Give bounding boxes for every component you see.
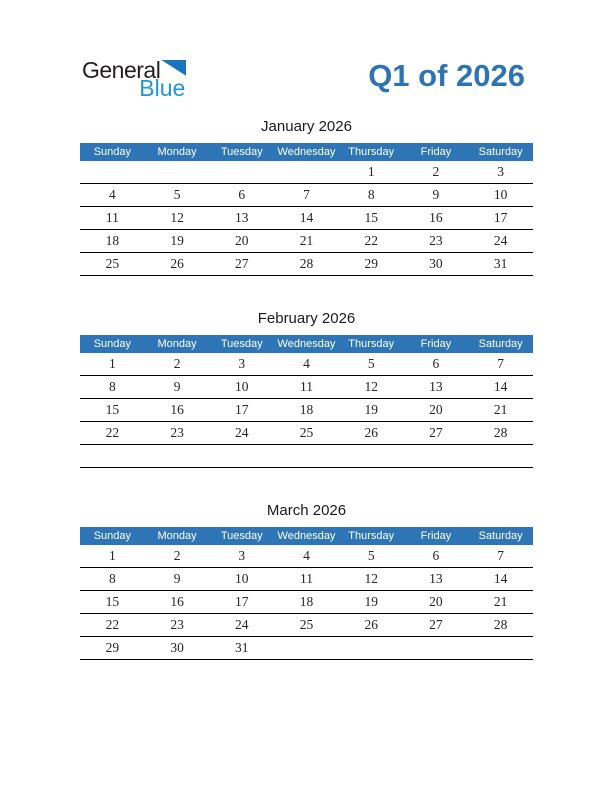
date-cell: 8	[108, 379, 116, 394]
date-cell-empty	[274, 637, 339, 659]
weekday-header-wednesday: Wednesday	[277, 338, 336, 350]
week-row	[80, 591, 533, 614]
date-cell: 23	[429, 233, 443, 248]
date-cell: 30	[429, 256, 443, 271]
weekday-header-row	[80, 527, 533, 545]
date-cell: 1	[108, 356, 116, 371]
date-cell-empty	[468, 637, 533, 659]
month-calendar	[80, 502, 533, 660]
weekday-header-row	[80, 143, 533, 161]
date-cell: 13	[235, 210, 249, 225]
week-row	[80, 353, 533, 376]
weekday-header-friday: Friday	[420, 530, 452, 542]
weekday-header-wednesday: Wednesday	[277, 530, 336, 542]
date-cell: 3	[497, 164, 505, 179]
date-cell: 2	[173, 356, 181, 371]
weekday-header-thursday: Thursday	[348, 338, 395, 350]
date-cell-empty	[145, 445, 210, 467]
date-cell: 4	[303, 356, 310, 371]
weekday-header-thursday: Thursday	[348, 146, 395, 158]
weekday-header-sunday: Sunday	[93, 146, 131, 158]
date-cell: 2	[173, 548, 181, 563]
date-cell: 20	[429, 402, 443, 417]
date-cell: 20	[235, 233, 249, 248]
week-rows	[80, 545, 533, 660]
month-title: January 2026	[261, 118, 352, 135]
logo-text-blue: Blue	[139, 75, 186, 101]
date-cell: 21	[493, 594, 508, 609]
date-cell: 9	[173, 571, 181, 586]
date-cell: 6	[432, 548, 440, 563]
date-cell: 24	[235, 617, 249, 632]
date-cell-empty	[209, 161, 274, 183]
date-cell: 15	[364, 210, 378, 225]
date-cell: 31	[235, 640, 249, 655]
weekday-header-monday: Monday	[157, 530, 197, 542]
week-row	[80, 637, 533, 660]
logo-triangle-icon	[161, 60, 186, 76]
date-cell: 22	[105, 617, 120, 632]
week-rows	[80, 353, 533, 468]
weekday-header-row	[80, 335, 533, 353]
date-cell: 19	[364, 594, 378, 609]
month-title: March 2026	[266, 502, 347, 519]
date-cell: 16	[170, 402, 184, 417]
date-cell: 14	[493, 571, 508, 586]
date-cell: 6	[238, 187, 246, 202]
weekday-header-monday: Monday	[157, 338, 197, 350]
date-cell: 16	[170, 594, 184, 609]
date-cell: 26	[364, 425, 378, 440]
logo-text-general: General	[82, 57, 161, 83]
date-cell: 27	[429, 425, 443, 440]
week-row	[80, 568, 533, 591]
date-cell: 5	[173, 187, 181, 202]
weekday-header-monday: Monday	[157, 146, 197, 158]
date-cell: 23	[170, 425, 184, 440]
weekday-header-tuesday: Tuesday	[220, 530, 263, 542]
date-cell-empty	[274, 445, 339, 467]
weekday-header-tuesday: Tuesday	[220, 338, 263, 350]
date-cell: 4	[303, 548, 310, 563]
date-cell: 17	[235, 594, 249, 609]
date-cell: 10	[493, 187, 508, 202]
date-cell-empty	[80, 161, 145, 183]
date-cell: 22	[105, 425, 120, 440]
date-cell: 4	[108, 187, 116, 202]
date-cell: 14	[493, 379, 508, 394]
month-calendar	[80, 118, 533, 276]
date-cell: 28	[299, 256, 314, 271]
date-cell-empty	[209, 445, 274, 467]
date-cell: 8	[367, 187, 375, 202]
quarter-title: Q1 of 2026	[368, 58, 525, 93]
date-cell: 26	[364, 617, 378, 632]
date-cell: 28	[493, 617, 508, 632]
date-cell: 5	[367, 356, 375, 371]
weekday-header-wednesday: Wednesday	[277, 146, 336, 158]
month-title: February 2026	[257, 310, 356, 327]
date-cell: 5	[367, 548, 375, 563]
date-cell: 26	[170, 256, 184, 271]
weekday-header-saturday: Saturday	[478, 338, 523, 350]
date-cell: 18	[105, 233, 120, 248]
date-cell: 9	[173, 379, 181, 394]
week-row	[80, 207, 533, 230]
date-cell: 24	[235, 425, 249, 440]
weekday-header-friday: Friday	[420, 338, 452, 350]
date-cell: 7	[497, 356, 505, 371]
date-cell: 3	[238, 548, 246, 563]
date-cell: 10	[235, 379, 249, 394]
date-cell-empty	[274, 161, 339, 183]
general-blue-logo	[82, 59, 186, 101]
date-cell: 28	[493, 425, 508, 440]
date-cell-empty	[404, 637, 469, 659]
date-cell: 2	[432, 164, 440, 179]
date-cell: 27	[429, 617, 443, 632]
date-cell: 3	[238, 356, 246, 371]
date-cell: 23	[170, 617, 184, 632]
date-cell-empty	[468, 445, 533, 467]
date-cell: 17	[235, 402, 249, 417]
date-cell: 31	[493, 256, 508, 271]
date-cell: 9	[432, 187, 440, 202]
week-row	[80, 422, 533, 445]
date-cell: 11	[299, 571, 313, 586]
weekday-header-friday: Friday	[420, 146, 452, 158]
date-cell: 13	[429, 571, 443, 586]
week-row	[80, 614, 533, 637]
date-cell: 19	[170, 233, 184, 248]
weekday-header-thursday: Thursday	[348, 530, 395, 542]
date-cell: 29	[364, 256, 378, 271]
date-cell: 19	[364, 402, 378, 417]
date-cell: 21	[299, 233, 314, 248]
date-cell-empty	[145, 161, 210, 183]
week-row	[80, 161, 533, 184]
date-cell: 15	[105, 402, 120, 417]
weekday-header-saturday: Saturday	[478, 146, 523, 158]
date-cell: 30	[170, 640, 184, 655]
date-cell: 1	[108, 548, 116, 563]
week-rows	[80, 161, 533, 276]
date-cell: 11	[299, 379, 313, 394]
date-cell: 27	[235, 256, 249, 271]
date-cell: 25	[105, 256, 120, 271]
date-cell: 18	[299, 402, 314, 417]
week-row	[80, 184, 533, 207]
date-cell: 10	[235, 571, 249, 586]
week-row	[80, 376, 533, 399]
date-cell-empty	[404, 445, 469, 467]
weekday-header-sunday: Sunday	[93, 338, 131, 350]
week-row	[80, 399, 533, 422]
weekday-header-tuesday: Tuesday	[220, 146, 263, 158]
date-cell: 18	[299, 594, 314, 609]
date-cell: 12	[364, 571, 378, 586]
date-cell: 8	[108, 571, 116, 586]
date-cell: 12	[364, 379, 378, 394]
date-cell-empty	[339, 445, 404, 467]
week-row	[80, 253, 533, 276]
week-row	[80, 545, 533, 568]
month-calendar	[80, 310, 533, 468]
date-cell: 24	[493, 233, 508, 248]
weekday-header-sunday: Sunday	[93, 530, 131, 542]
months-container	[80, 118, 533, 694]
date-cell: 7	[497, 548, 505, 563]
date-cell: 20	[429, 594, 443, 609]
date-cell: 14	[299, 210, 314, 225]
weekday-header-saturday: Saturday	[478, 530, 523, 542]
date-cell: 12	[170, 210, 184, 225]
date-cell: 6	[432, 356, 440, 371]
date-cell: 13	[429, 379, 443, 394]
date-cell: 25	[299, 617, 314, 632]
date-cell-empty	[339, 637, 404, 659]
week-row	[80, 445, 533, 468]
date-cell: 7	[303, 187, 310, 202]
date-cell: 15	[105, 594, 120, 609]
date-cell: 21	[493, 402, 508, 417]
date-cell: 25	[299, 425, 314, 440]
date-cell: 22	[364, 233, 378, 248]
date-cell-empty	[80, 445, 145, 467]
date-cell: 29	[105, 640, 120, 655]
date-cell: 1	[367, 164, 375, 179]
date-cell: 11	[105, 210, 119, 225]
date-cell: 17	[493, 210, 508, 225]
week-row	[80, 230, 533, 253]
date-cell: 16	[429, 210, 443, 225]
